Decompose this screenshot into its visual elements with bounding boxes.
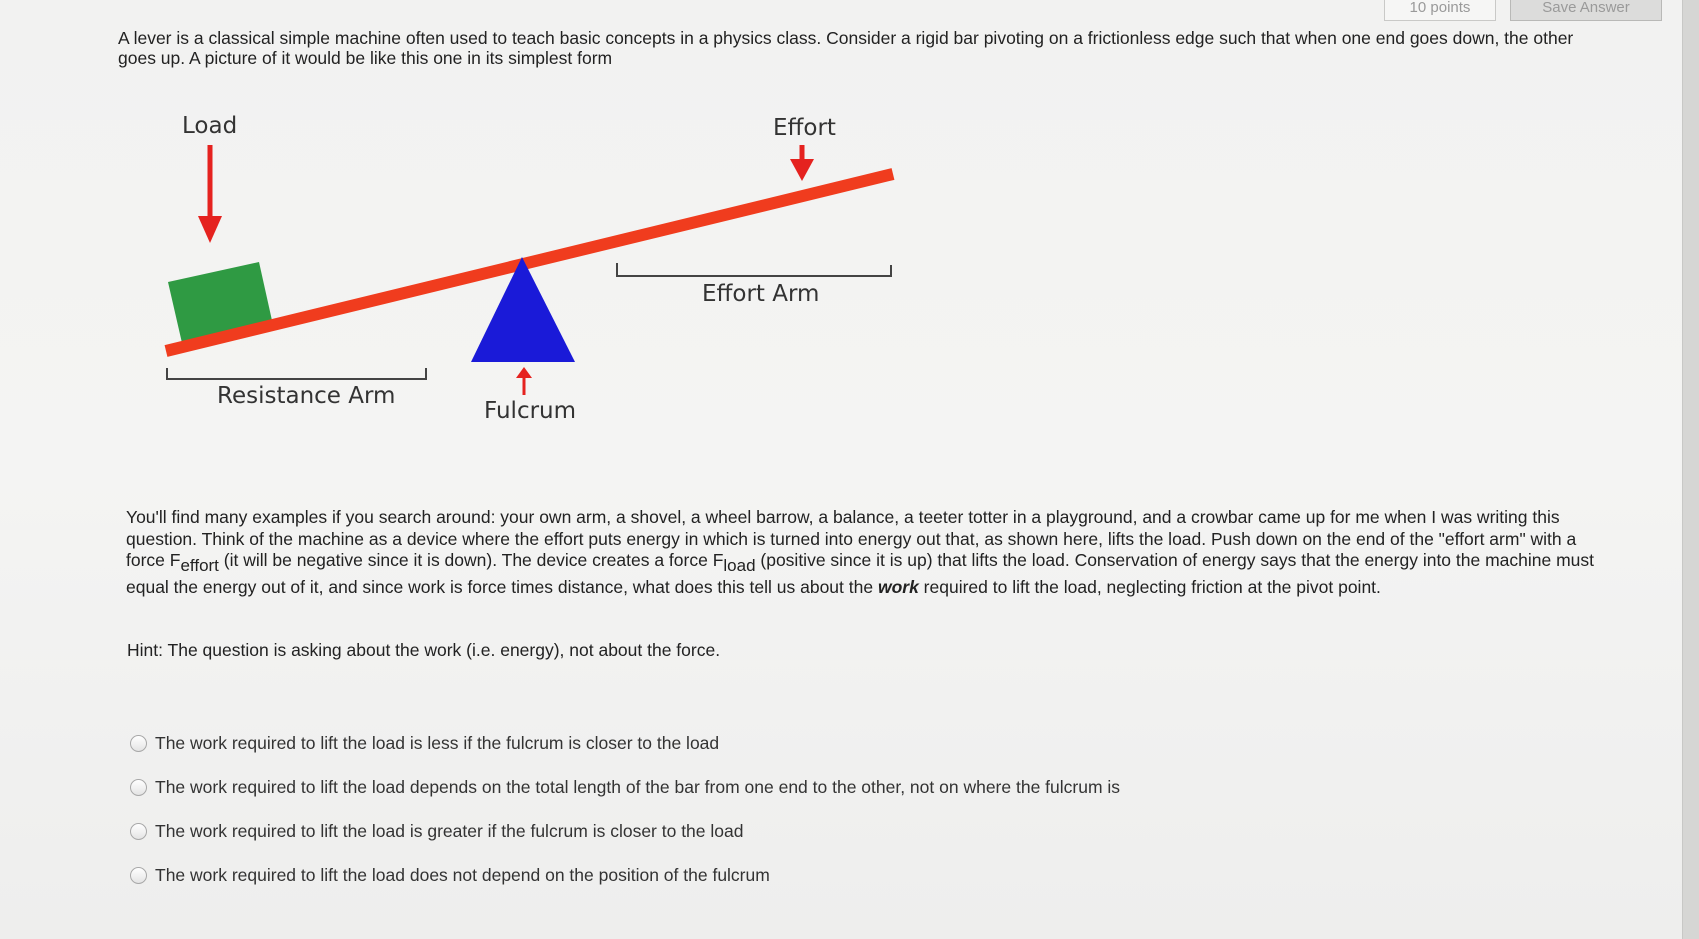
- header-controls: [1384, 0, 1682, 22]
- answer-option-3[interactable]: [130, 809, 1120, 853]
- radio-button[interactable]: [130, 823, 147, 840]
- hint-text: Hint: The question is asking about the work (i.e. energy), not about the force.: [127, 640, 721, 660]
- paragraph-part-4: required to lift the load, neglecting friction at the pivot point.: [918, 576, 1381, 597]
- resistance-arm-label: Resistance Arm: [217, 383, 396, 409]
- effort-arm-bracket: [617, 263, 891, 276]
- load-arrow-head: [198, 216, 222, 243]
- effort-arm-label: Effort Arm: [702, 281, 820, 307]
- answer-options: [130, 721, 1120, 897]
- option-label: The work required to lift the load is greater if the fulcrum is closer to the load: [155, 820, 744, 841]
- resistance-arm-bracket: [167, 368, 426, 379]
- work-emphasis: work: [877, 576, 919, 597]
- question-paragraph: [126, 507, 1596, 598]
- answer-option-4[interactable]: [130, 853, 1120, 897]
- f-effort-subscript: effort: [180, 556, 219, 575]
- question-intro: A lever is a classical simple machine often used to teach basic concepts in a physics class. Consider a rigid bar pivoting on a frictionless edge such that when one end goes down, the other goes up. A picture of it would be like this one in its simplest form: [118, 28, 1574, 68]
- load-label: Load: [182, 113, 238, 139]
- fulcrum-label: Fulcrum: [484, 398, 577, 424]
- effort-arrow-head: [790, 159, 814, 181]
- paragraph-part-3: (positive since it is up) that lifts the load. Conservation of energy says that the energy into the machine must equal the energy out of it, and since work is force times distance, what does this tell us about the: [126, 550, 1595, 597]
- effort-label: Effort: [773, 115, 836, 141]
- answer-option-1[interactable]: [130, 721, 1120, 765]
- save-answer-button[interactable]: Save Answer: [1510, 0, 1662, 21]
- option-label: The work required to lift the load depends on the total length of the bar from one end to the other, not on where the fulcrum is: [155, 776, 1121, 797]
- radio-button[interactable]: [130, 867, 147, 884]
- answer-option-2[interactable]: [130, 765, 1120, 809]
- option-label: The work required to lift the load is less if the fulcrum is closer to the load: [155, 732, 720, 753]
- paragraph-part-1: You'll find many examples if you search around: your own arm, a shovel, a wheel barrow, a balance, a teeter totter in a playground, and a crowbar came up for me when I was writing this question. Think of the machine as a device where the effort puts energy in which is turned into energy out that, as shown here, lifts the load. Push down on the end of the "effort arm" with a force F: [126, 507, 1577, 570]
- lever-diagram: [160, 105, 980, 465]
- f-load-subscript: load: [723, 556, 756, 575]
- paragraph-part-2: (it will be negative since it is down). The device creates a force F: [218, 550, 724, 570]
- points-badge: 10 points: [1384, 0, 1496, 21]
- radio-button[interactable]: [130, 779, 147, 796]
- fulcrum-arrow-head: [516, 367, 532, 378]
- radio-button[interactable]: [130, 735, 147, 752]
- option-label: The work required to lift the load does not depend on the position of the fulcrum: [155, 864, 770, 885]
